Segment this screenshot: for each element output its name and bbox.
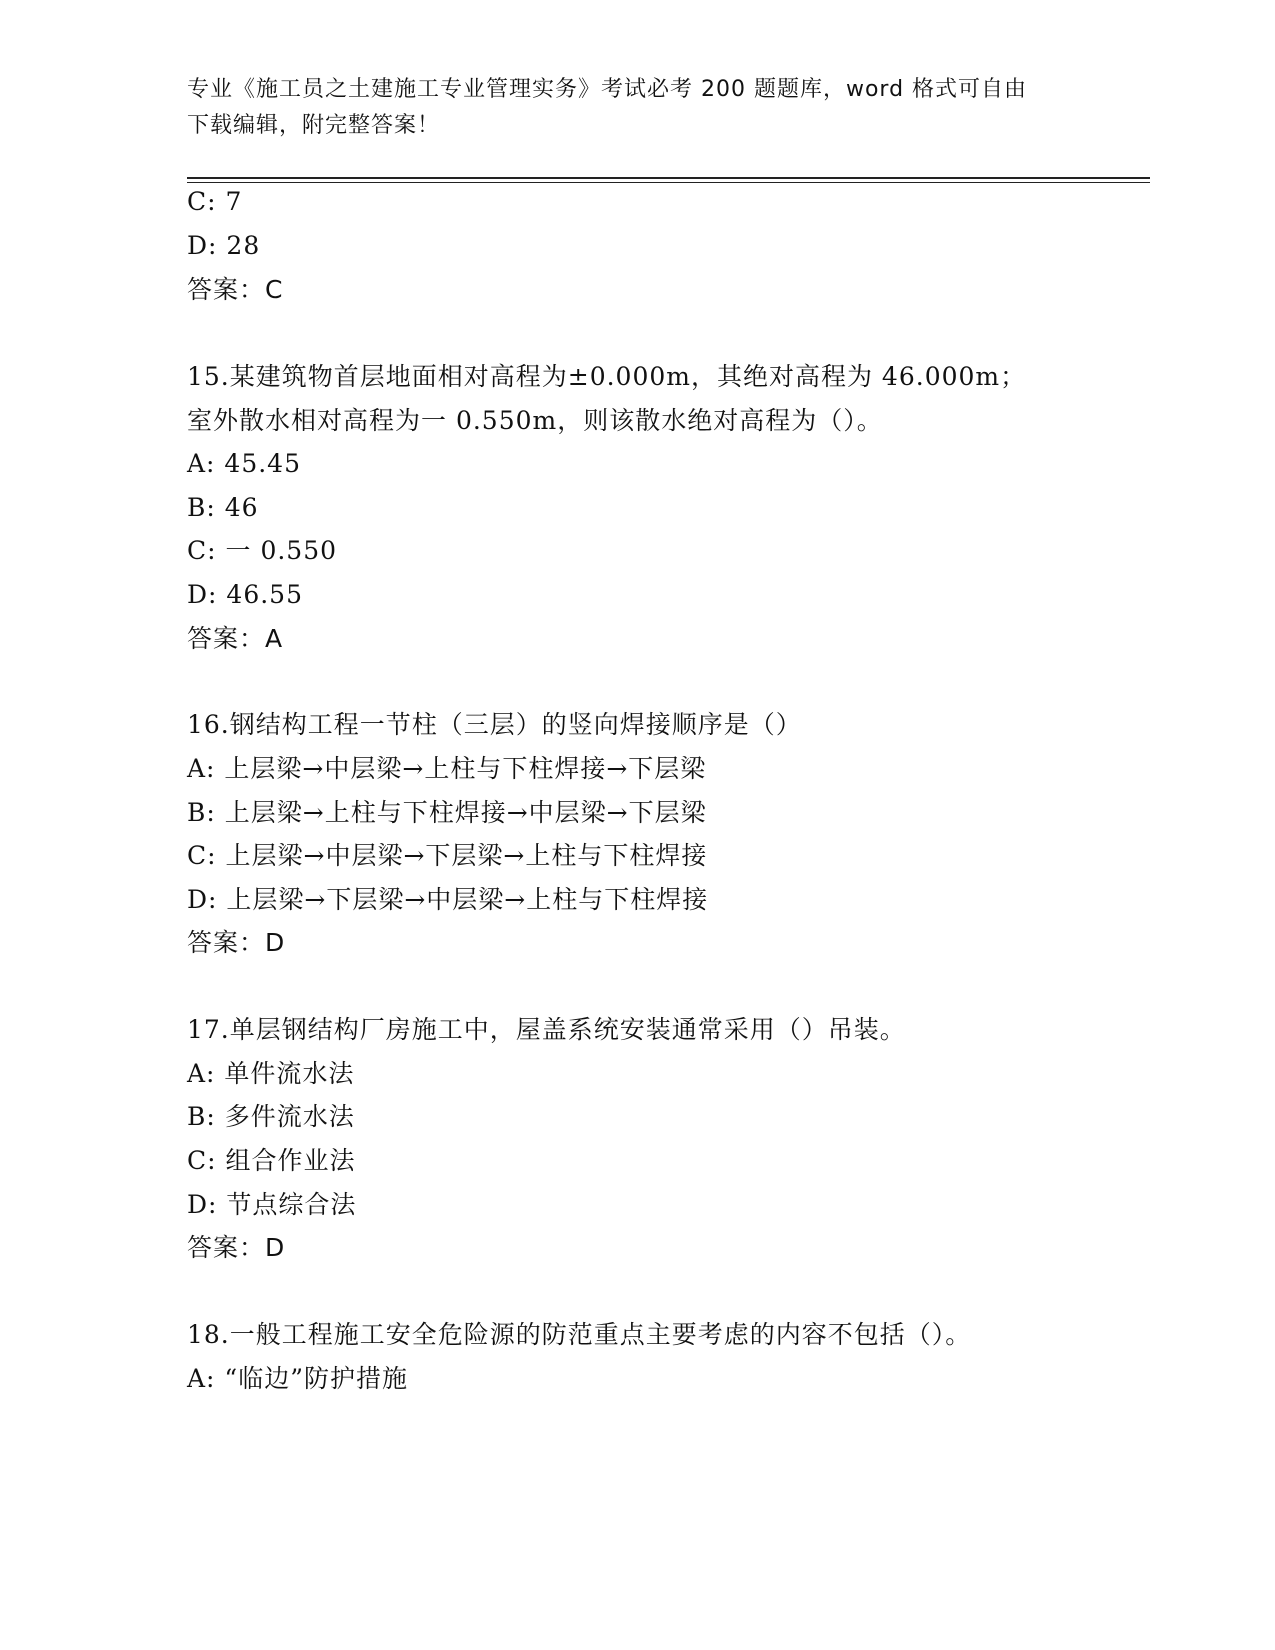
q15-answer: 答案：A <box>187 624 284 653</box>
q14-option-d: D: 28 <box>187 231 261 260</box>
q15-option-d: D: 46.55 <box>187 580 303 609</box>
header-line-2: 下载编辑，附完整答案！ <box>187 113 441 138</box>
q16-option-c: C: 上层梁→中层梁→下层梁→上柱与下柱焊接 <box>187 841 708 870</box>
header-divider-bottom <box>187 182 1150 183</box>
q14-option-c: C: 7 <box>187 187 243 216</box>
q16-option-b: B: 上层梁→上柱与下柱焊接→中层梁→下层梁 <box>187 798 707 827</box>
header-line-1: 专业《施工员之土建施工专业管理实务》考试必考 200 题题库，word 格式可自由 <box>187 77 1028 102</box>
q17-option-c: C: 组合作业法 <box>187 1146 356 1175</box>
q15-option-b: B: 46 <box>187 493 259 522</box>
q14-answer: 答案：C <box>187 275 284 304</box>
header-divider-top <box>187 177 1150 179</box>
q17-option-d: D: 节点综合法 <box>187 1190 357 1219</box>
q15-stem-line-1: 15.某建筑物首层地面相对高程为±0.000m，其绝对高程为 46.000m； <box>187 362 1027 391</box>
q16-option-d: D: 上层梁→下层梁→中层梁→上柱与下柱焊接 <box>187 885 709 914</box>
document-header <box>187 72 1087 144</box>
q15-option-a: A: 45.45 <box>187 449 301 478</box>
q18-stem: 18.一般工程施工安全危险源的防范重点主要考虑的内容不包括（）。 <box>187 1320 972 1349</box>
q16-stem: 16.钢结构工程一节柱（三层）的竖向焊接顺序是（） <box>187 710 802 739</box>
q16-answer: 答案：D <box>187 928 286 957</box>
q16-option-a: A: 上层梁→中层梁→上柱与下柱焊接→下层梁 <box>187 754 707 783</box>
q17-answer: 答案：D <box>187 1233 286 1262</box>
q15-stem-line-2: 室外散水相对高程为一 0.550m，则该散水绝对高程为（）。 <box>187 406 883 435</box>
q17-option-b: B: 多件流水法 <box>187 1102 355 1131</box>
q17-option-a: A: 单件流水法 <box>187 1059 355 1088</box>
q18-option-a: A: “临边”防护措施 <box>187 1364 408 1393</box>
q15-option-c: C: 一 0.550 <box>187 536 338 565</box>
q17-stem: 17.单层钢结构厂房施工中，屋盖系统安装通常采用（）吊装。 <box>187 1015 906 1044</box>
